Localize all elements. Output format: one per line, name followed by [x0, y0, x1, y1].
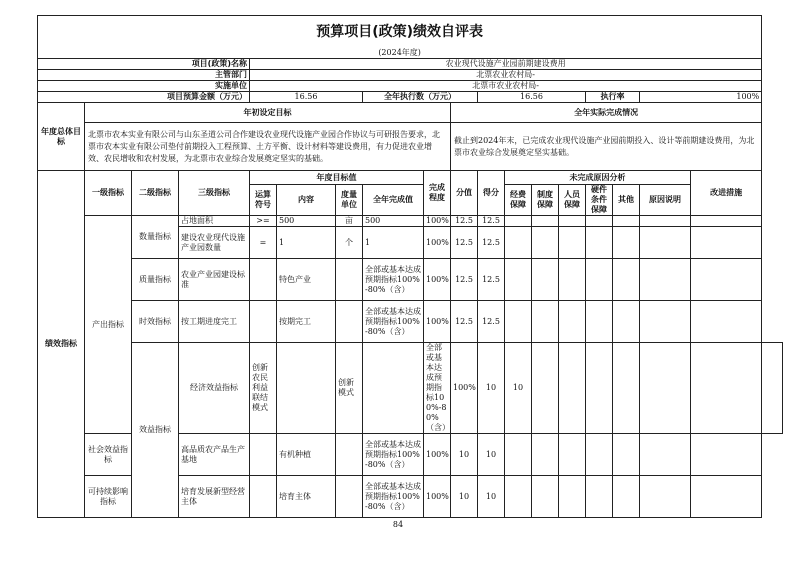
content-cell: 500	[277, 216, 336, 227]
content-cell: 按期完工	[277, 301, 336, 343]
executed-value: 16.56	[478, 92, 586, 103]
operator-cell	[277, 343, 336, 434]
level3-cell: 占地面积	[179, 216, 250, 227]
score-value-cell: 10	[451, 476, 478, 518]
reason-cell	[613, 301, 640, 343]
reason-cell	[532, 343, 559, 434]
reason-cell	[559, 434, 586, 476]
hdr-reason-group: 未完成原因分析	[505, 171, 691, 185]
hdr-level3: 三级指标	[179, 171, 250, 216]
content-cell: 1	[277, 227, 336, 259]
level2-social: 社会效益指标	[85, 434, 132, 476]
reason-cell	[613, 259, 640, 301]
reason-cell	[762, 343, 783, 434]
reason-cell	[640, 216, 691, 227]
reason-cell	[613, 227, 640, 259]
reason-cell	[691, 434, 762, 476]
level2-economic: 经济效益指标	[179, 343, 250, 434]
unit-cell	[336, 476, 363, 518]
hdr-level2: 二级指标	[132, 171, 179, 216]
hdr-score: 得分	[478, 171, 505, 216]
level3-cell: 按工期进度完工	[179, 301, 250, 343]
reason-cell	[505, 301, 532, 343]
reason-cell	[640, 301, 691, 343]
executed-label: 全年执行数（万元）	[363, 92, 478, 103]
operator-cell	[250, 476, 277, 518]
reason-cell	[559, 476, 586, 518]
reason-cell	[505, 476, 532, 518]
level1-output: 产出指标	[85, 216, 132, 434]
reason-cell	[532, 227, 559, 259]
reason-cell	[691, 216, 762, 227]
degree-cell: 100%	[424, 227, 451, 259]
degree-cell: 100%	[424, 216, 451, 227]
reason-cell	[532, 259, 559, 301]
reason-cell	[691, 227, 762, 259]
level3-cell: 农业产业园建设标准	[179, 259, 250, 301]
hdr-reason-fund: 经费保障	[505, 185, 532, 216]
reason-cell	[640, 434, 691, 476]
goal-done-text: 截止到2024年末，已完成农业现代设施产业园前期投入、设计等前期建设费用，为北票市农业综合发展奠定坚实基础。	[451, 123, 762, 171]
hdr-actual: 全年完成值	[363, 185, 424, 216]
annual-goal-label: 年度总体目标	[38, 103, 85, 171]
reason-cell	[559, 343, 586, 434]
score-value-cell: 12.5	[451, 259, 478, 301]
dept-label: 主管部门	[38, 70, 250, 81]
reason-cell	[586, 476, 613, 518]
operator-cell	[250, 259, 277, 301]
project-name-label: 项目(政策)名称	[38, 59, 250, 70]
operator-cell: =	[250, 227, 277, 259]
reason-cell	[586, 259, 613, 301]
unit-cell	[336, 259, 363, 301]
hdr-score-value: 分值	[451, 171, 478, 216]
reason-cell	[586, 434, 613, 476]
level2-sustainable: 可持续影响指标	[85, 476, 132, 518]
reason-cell	[586, 301, 613, 343]
reason-cell	[613, 434, 640, 476]
goal-set-text: 北票市农本实业有限公司与山东圣道公司合作建设农业现代设施产业园合作协议与可研报告要求，北票市农本实业有限公司垫付前期投入工程预算、土方平衡、设计材料等建设费用，有力促进农业增效、农民增收和农村发展，为北票市农业综合发展奠定坚实的基础。	[85, 123, 451, 171]
dept-value: 北票农业农村局-	[250, 70, 762, 81]
content-cell: 创新模式	[336, 343, 363, 434]
score-value-cell: 10	[451, 434, 478, 476]
hdr-reason-hardware: 硬件条件保障	[586, 185, 613, 216]
score-cell: 10	[478, 476, 505, 518]
goal-done-header: 全年实际完成情况	[451, 103, 762, 123]
score-value-cell: 12.5	[451, 301, 478, 343]
reason-cell	[640, 259, 691, 301]
reason-cell	[532, 216, 559, 227]
score-value-cell: 12.5	[451, 216, 478, 227]
reason-cell	[559, 259, 586, 301]
unit-value: 北票市农业农村局-	[250, 81, 762, 92]
reason-cell	[613, 343, 640, 434]
actual-cell: 全部或基本达成预期指标100%-80%（含）	[363, 476, 424, 518]
reason-cell	[505, 434, 532, 476]
content-cell: 培育主体	[277, 476, 336, 518]
unit-cell	[336, 301, 363, 343]
score-cell: 12.5	[478, 259, 505, 301]
reason-cell	[613, 476, 640, 518]
hdr-operator: 运算符号	[250, 185, 277, 216]
level2-quantity: 数量指标	[132, 216, 179, 259]
unit-cell: 个	[336, 227, 363, 259]
actual-cell: 1	[363, 227, 424, 259]
operator-cell: >=	[250, 216, 277, 227]
degree-cell: 100%	[424, 476, 451, 518]
content-cell: 特色产业	[277, 259, 336, 301]
level3-cell: 高品质农产品生产基地	[179, 434, 250, 476]
content-cell: 有机种植	[277, 434, 336, 476]
reason-cell	[505, 216, 532, 227]
level1-benefit: 效益指标	[132, 343, 179, 518]
reason-cell	[586, 343, 613, 434]
reason-cell	[559, 227, 586, 259]
hdr-improve: 改进措施	[691, 171, 762, 216]
reason-cell	[691, 343, 762, 434]
reason-cell	[586, 216, 613, 227]
reason-cell	[691, 476, 762, 518]
sheet-title: 预算项目(政策)绩效自评表	[38, 16, 762, 48]
page-number: 84	[392, 520, 404, 529]
level3-cell: 创新农民利益联结模式	[250, 343, 277, 434]
score-value-cell: 12.5	[451, 227, 478, 259]
unit-cell: 亩	[336, 216, 363, 227]
degree-cell: 100%	[424, 301, 451, 343]
hdr-reason-other: 其他	[613, 185, 640, 216]
reason-cell	[505, 227, 532, 259]
reason-cell	[532, 301, 559, 343]
degree-cell: 100%	[451, 343, 478, 434]
operator-cell	[250, 301, 277, 343]
operator-cell	[250, 434, 277, 476]
reason-cell	[532, 434, 559, 476]
actual-cell: 全部或基本达成预期指标100%-80%（含）	[363, 259, 424, 301]
hdr-level1: 一级指标	[85, 171, 132, 216]
reason-cell	[505, 259, 532, 301]
reason-cell	[640, 476, 691, 518]
reason-cell	[532, 476, 559, 518]
score-cell: 12.5	[478, 301, 505, 343]
reason-cell	[691, 301, 762, 343]
score-cell: 12.5	[478, 216, 505, 227]
level2-quality: 质量指标	[132, 259, 179, 301]
score-cell: 12.5	[478, 227, 505, 259]
hdr-content: 内容	[277, 185, 336, 216]
unit-cell	[336, 434, 363, 476]
reason-cell	[691, 259, 762, 301]
evaluation-table	[37, 15, 783, 518]
hdr-target-group: 年度目标值	[250, 171, 424, 185]
degree-cell: 100%	[424, 259, 451, 301]
rate-label: 执行率	[586, 92, 640, 103]
score-cell: 10	[478, 434, 505, 476]
unit-label: 实施单位	[38, 81, 250, 92]
sheet-year: (2024年度)	[38, 48, 762, 59]
hdr-degree: 完成程度	[424, 171, 451, 216]
level3-cell: 建设农业现代设施产业园数量	[179, 227, 250, 259]
level3-cell: 培育发展新型经营主体	[179, 476, 250, 518]
reason-cell	[640, 343, 691, 434]
actual-cell: 全部或基本达成预期指标100%-80%（含）	[363, 434, 424, 476]
score-value-cell: 10	[478, 343, 505, 434]
budget-label: 项目预算金额（万元）	[38, 92, 250, 103]
reason-cell	[613, 216, 640, 227]
budget-value: 16.56	[250, 92, 363, 103]
goal-set-header: 年初设定目标	[85, 103, 451, 123]
degree-cell: 100%	[424, 434, 451, 476]
score-cell: 10	[505, 343, 532, 434]
actual-cell: 500	[363, 216, 424, 227]
project-name-value: 农业现代设施产业园前期建设费用	[250, 59, 762, 70]
hdr-reason-system: 制度保障	[532, 185, 559, 216]
hdr-reason-note: 原因说明	[640, 185, 691, 216]
actual-cell: 全部或基本达成预期指标100%-80%（含）	[424, 343, 451, 434]
actual-cell: 全部或基本达成预期指标100%-80%（含）	[363, 301, 424, 343]
hdr-reason-staff: 人员保障	[559, 185, 586, 216]
level2-timeliness: 时效指标	[132, 301, 179, 343]
reason-cell	[640, 227, 691, 259]
unit-cell	[363, 343, 424, 434]
reason-cell	[586, 227, 613, 259]
reason-cell	[559, 216, 586, 227]
evaluation-sheet	[37, 15, 783, 518]
rate-value: 100%	[640, 92, 762, 103]
perf-label: 绩效指标	[38, 171, 85, 518]
reason-cell	[559, 301, 586, 343]
hdr-unit: 度量单位	[336, 185, 363, 216]
